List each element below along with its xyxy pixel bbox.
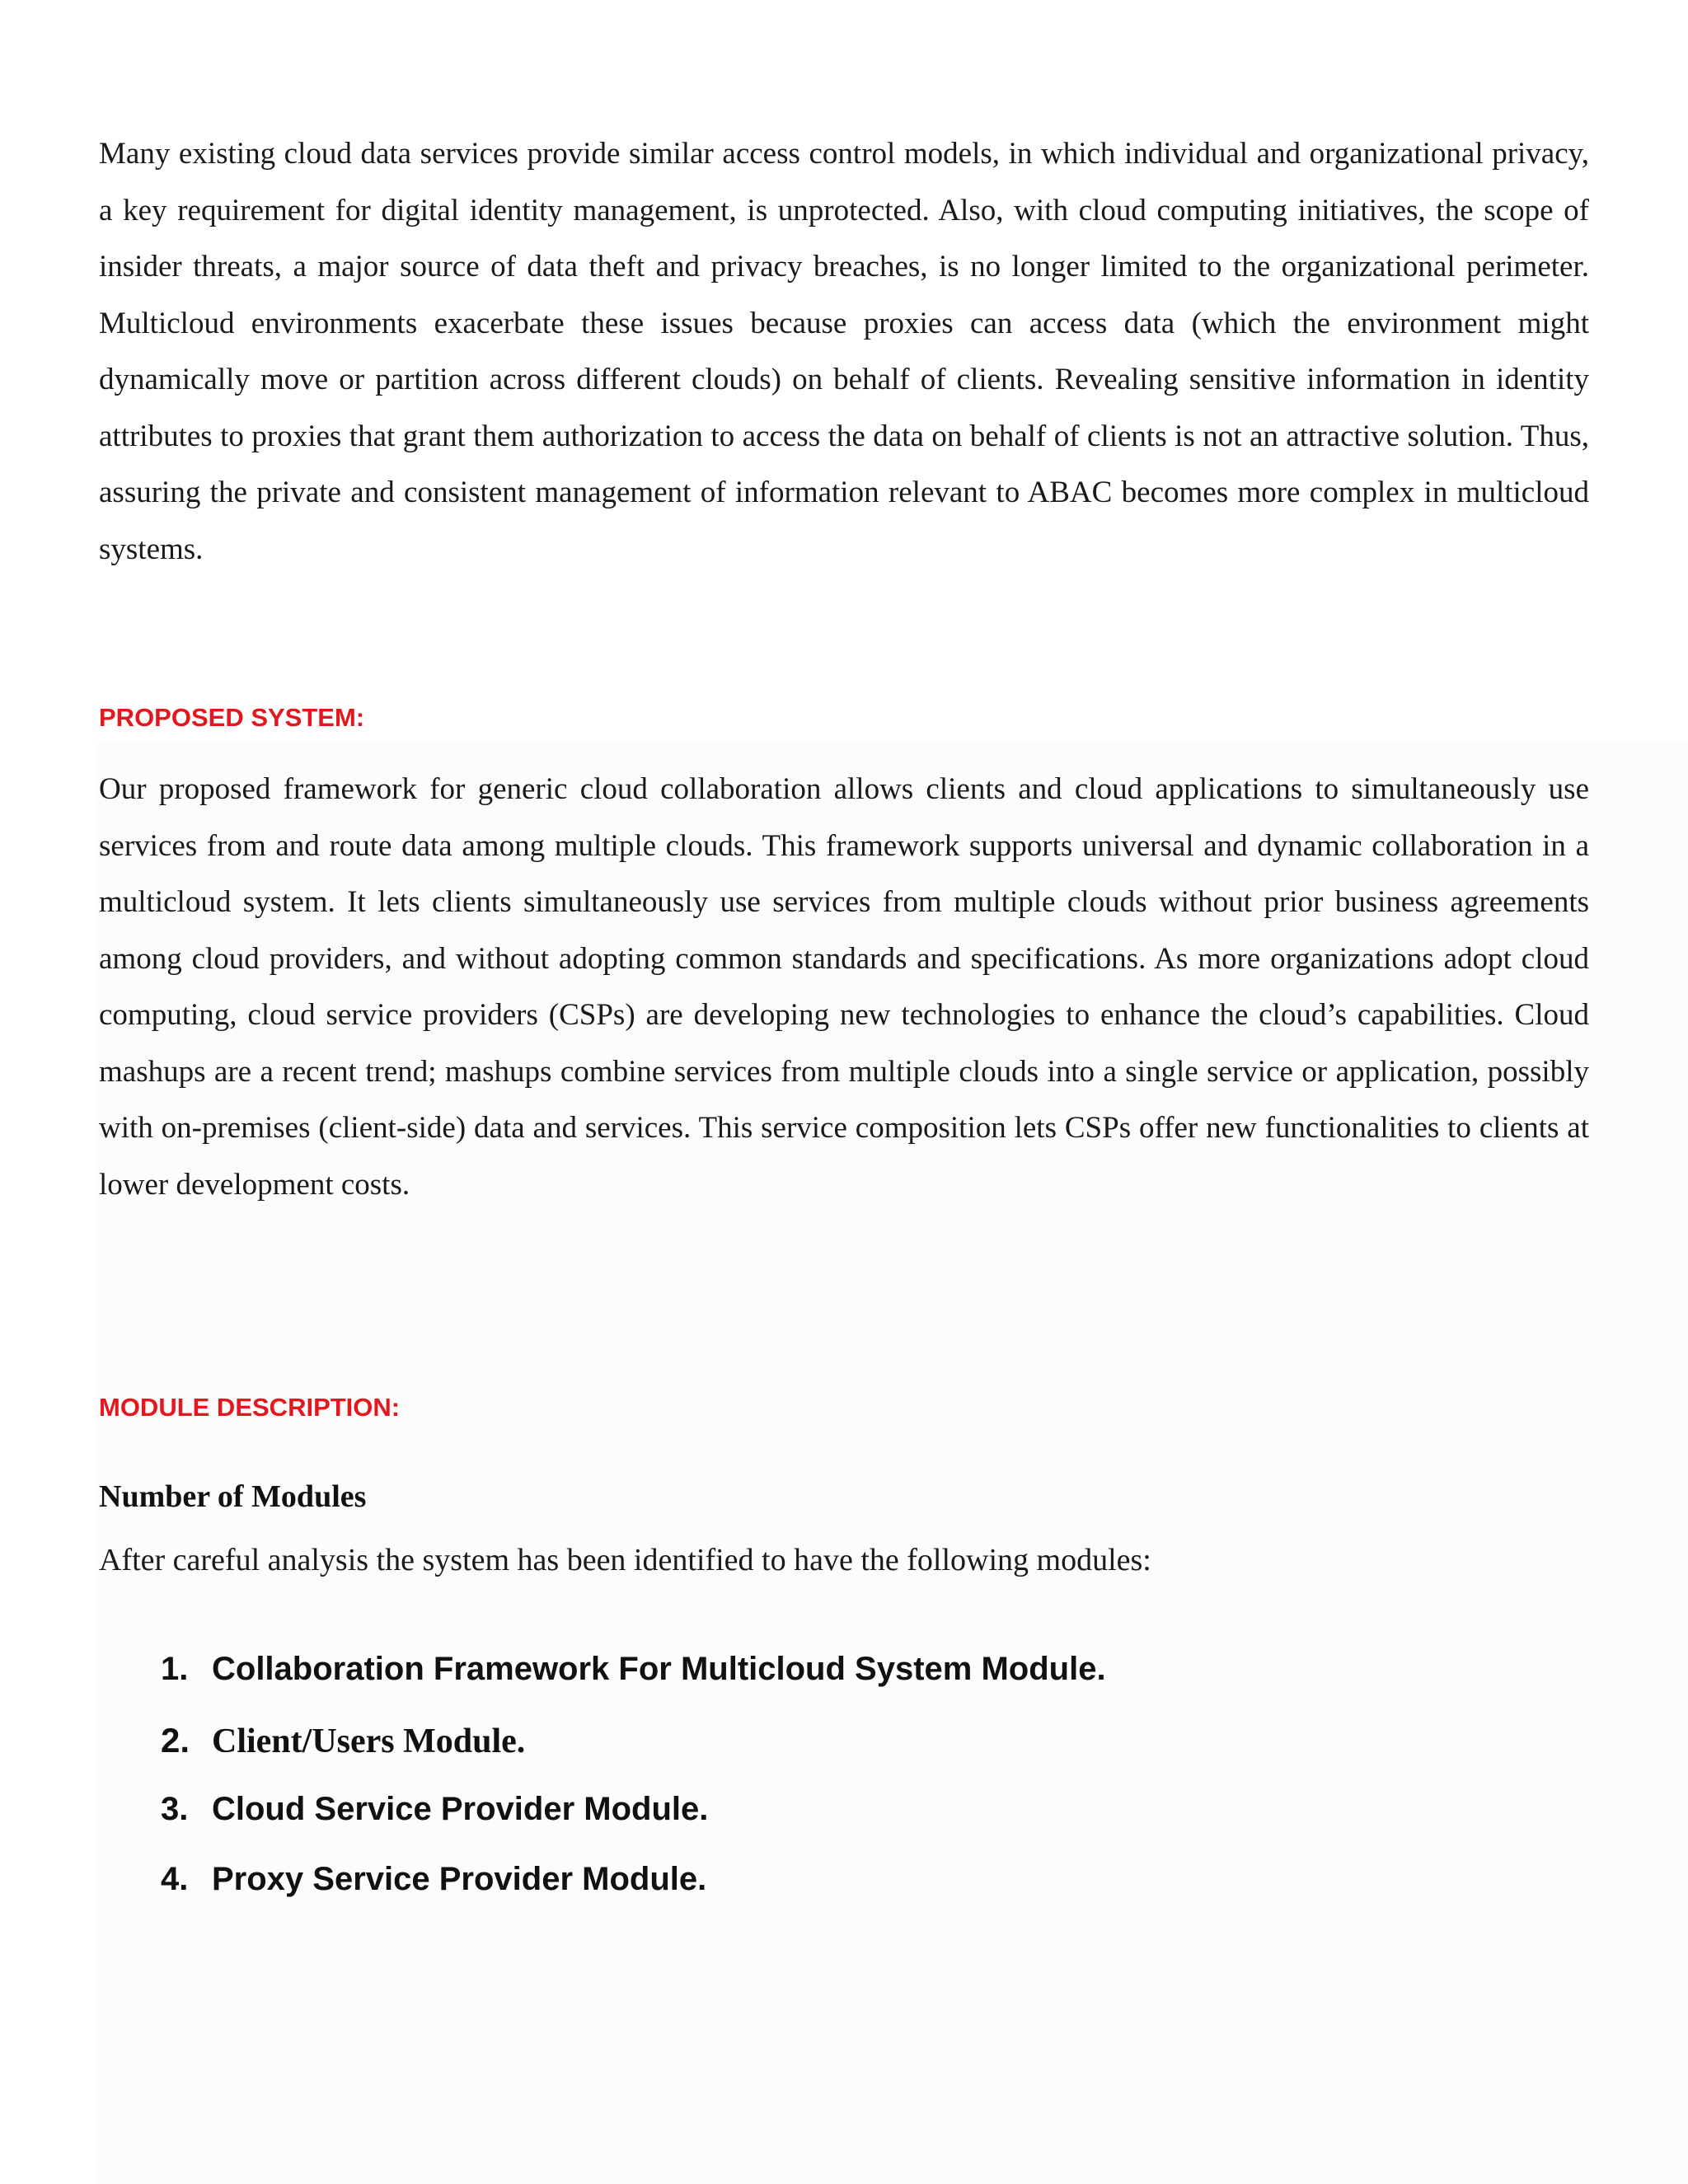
module-label: Collaboration Framework For Multicloud System Module. [212, 1651, 1106, 1687]
module-list [161, 1651, 1106, 1931]
proposed-system-heading: PROPOSED SYSTEM: [99, 703, 365, 732]
module-number: 4. [161, 1861, 189, 1897]
module-number: 1. [161, 1651, 189, 1687]
module-list-item [161, 1861, 1106, 1931]
module-list-item [161, 1651, 1106, 1721]
existing-system-paragraph: Many existing cloud data services provide similar access control models, in which individual and organizational privacy, a key requirement for digital identity management, is unprotected. Also, with cloud computing initiatives, the scope of insider threats, a major source of data theft and privacy breaches, is no longer limited to the organizational perimeter. Multicloud environments exacerbate these issues because proxies can access data (which the environment might dynamically move or partition across different clouds) on behalf of clients. Revealing sensitive information in identity attributes to proxies that grant them authorization to access the data on behalf of clients is not an attractive solution. Thus, assuring the private and consistent management of information relevant to ABAC becomes more complex in multicloud systems. [99, 137, 1589, 566]
module-label: Client/Users Module. [212, 1722, 526, 1760]
proposed-system-paragraph: Our proposed framework for generic cloud collaboration allows clients and cloud applications to simultaneously use services from and route data among multiple clouds. This framework supports universal and dynamic collaboration in a multicloud system. It lets clients simultaneously use services from multiple clouds without prior business agreements among cloud providers, and without adopting common standards and specifications. As more organizations adopt cloud computing, cloud service providers (CSPs) are developing new technologies to enhance the cloud’s capabilities. Cloud mashups are a recent trend; mashups combine services from multiple clouds into a single service or application, possibly with on-premises (client-side) data and services. This service composition lets CSPs offer new functionalities to clients at lower development costs. [99, 772, 1589, 1202]
module-description-heading: MODULE DESCRIPTION: [99, 1393, 401, 1422]
module-label: Proxy Service Provider Module. [212, 1861, 707, 1897]
module-number: 3. [161, 1791, 189, 1827]
module-list-item [161, 1791, 1106, 1861]
modules-intro-text: After careful analysis the system has been identified to have the following modules: [99, 1543, 1151, 1577]
number-of-modules-heading: Number of Modules [99, 1479, 367, 1514]
module-number: 2. [161, 1721, 190, 1760]
module-list-item [161, 1721, 1106, 1791]
module-label: Cloud Service Provider Module. [212, 1791, 709, 1827]
